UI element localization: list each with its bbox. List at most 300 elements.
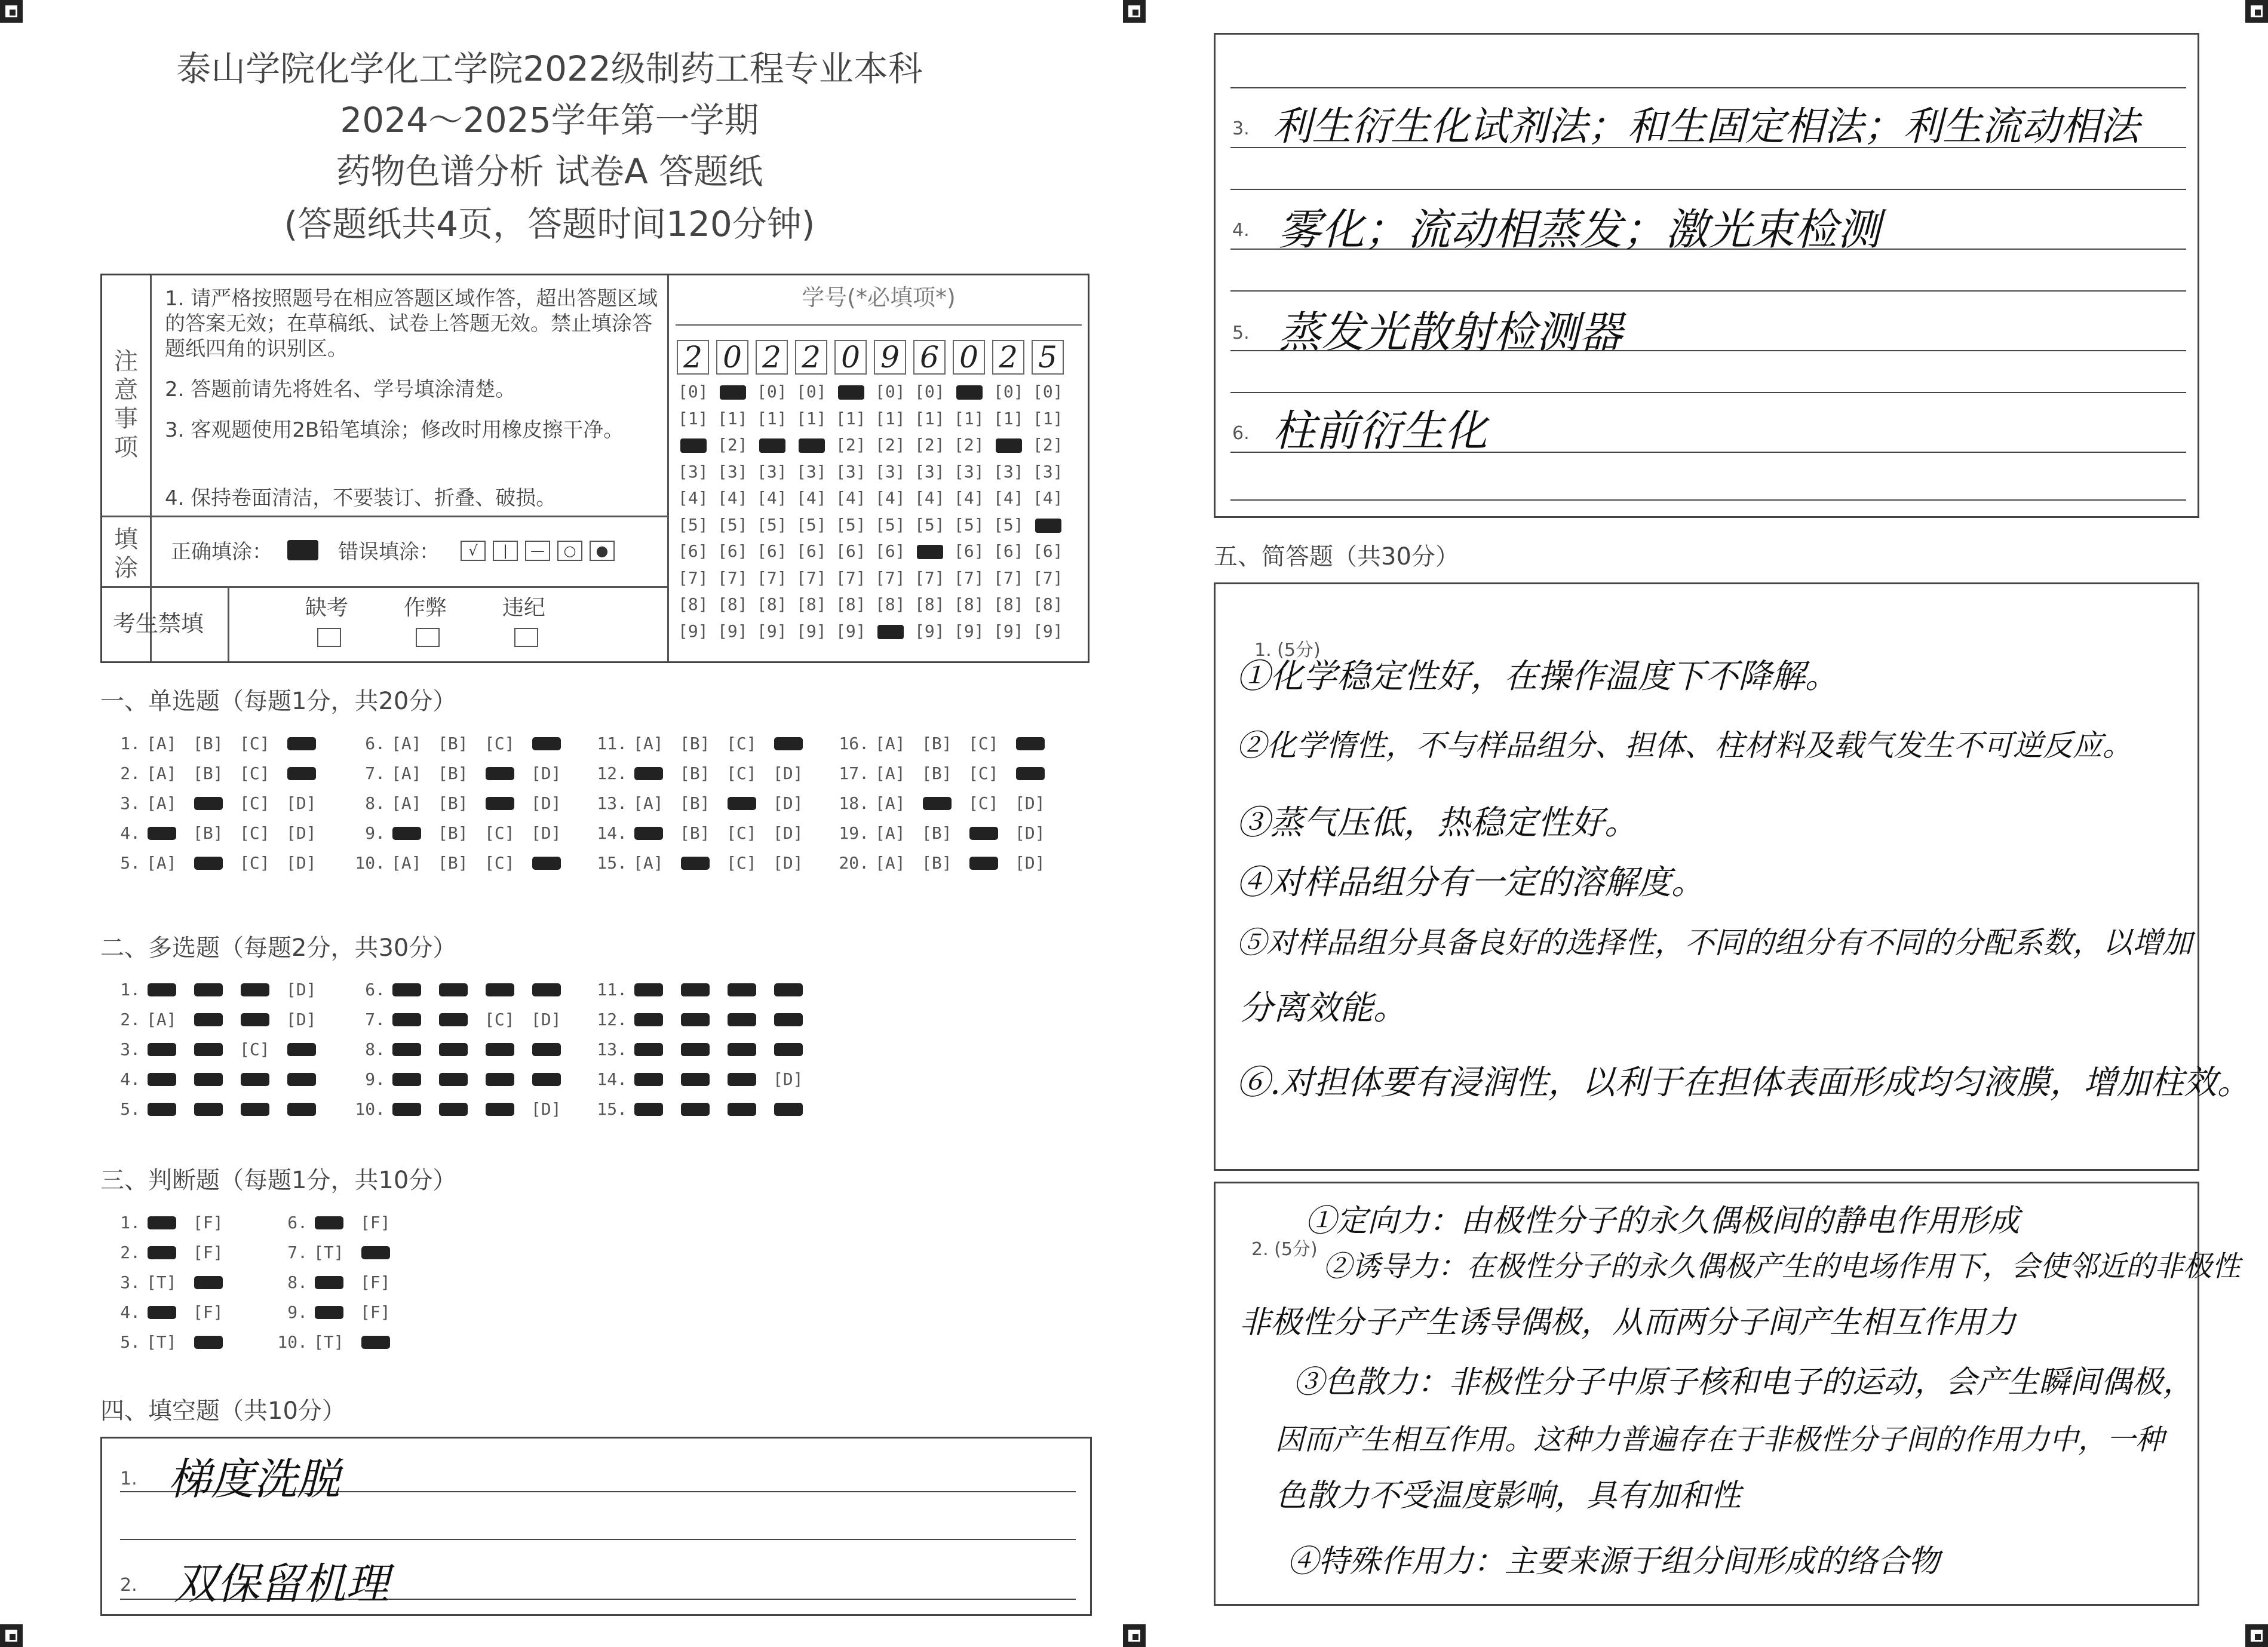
answer-bubble[interactable]: [A] [875, 853, 906, 873]
answer-bubble-filled[interactable] [774, 1103, 803, 1116]
answer-bubble-filled[interactable] [439, 1103, 468, 1116]
answer-bubble[interactable]: [A] [391, 734, 422, 753]
answer-bubble-filled[interactable] [681, 857, 710, 870]
answer-bubble-filled[interactable] [532, 737, 561, 750]
student-id-digit: 0 [841, 340, 860, 375]
answer-bubble[interactable]: [B] [438, 793, 468, 813]
answer-bubble[interactable]: [B] [193, 763, 223, 783]
student-id-bubble[interactable]: [6] [993, 541, 1024, 561]
student-id-bubble[interactable]: [5] [954, 514, 984, 535]
answer-bubble[interactable]: [B] [680, 763, 710, 783]
answer-bubble[interactable]: [D] [531, 1099, 561, 1119]
answer-bubble-filled[interactable] [241, 1103, 269, 1116]
question-number: 4. [120, 1069, 140, 1089]
question-number: 15. [597, 853, 627, 873]
answer-bubble[interactable]: [C] [484, 1010, 515, 1029]
answer-bubble-filled[interactable] [315, 1306, 343, 1319]
student-id-bubble[interactable]: [4] [993, 488, 1024, 508]
student-id-bubble[interactable]: [1] [914, 408, 945, 428]
question-number: 13. [597, 1039, 627, 1059]
student-id-bubble[interactable]: [3] [796, 461, 827, 481]
answer-bubble-filled[interactable] [486, 797, 514, 810]
answer-bubble-filled[interactable] [194, 1276, 223, 1289]
answer-bubble-filled[interactable] [148, 1246, 176, 1259]
student-id-bubble[interactable]: [8] [914, 594, 945, 614]
answer-bubble[interactable]: [B] [922, 823, 952, 843]
answer-bubble[interactable]: [T] [146, 1332, 177, 1352]
answer-bubble[interactable]: [A] [391, 763, 422, 783]
student-id-bubble[interactable]: [3] [954, 461, 984, 481]
answer-bubble-filled[interactable] [315, 1216, 343, 1229]
answer-bubble-filled[interactable] [148, 1103, 176, 1116]
answer-bubble[interactable]: [C] [240, 823, 270, 843]
student-id-bubble[interactable]: [0] [993, 382, 1024, 401]
student-id-bubble[interactable]: [8] [954, 594, 984, 614]
student-id-bubble[interactable]: [1] [717, 408, 748, 428]
student-id-bubble[interactable]: [7] [678, 568, 708, 588]
student-id-bubble[interactable]: [6] [796, 541, 827, 561]
question-number: 10. [355, 853, 385, 873]
student-id-bubble[interactable]: [1] [1033, 408, 1063, 428]
answer-bubble-filled[interactable] [148, 983, 176, 996]
prohibit-checkbox[interactable] [317, 628, 341, 647]
student-id-bubble[interactable]: [8] [875, 594, 906, 614]
student-id-bubble[interactable]: [9] [914, 621, 945, 641]
answer-bubble-filled[interactable] [1016, 737, 1045, 750]
answer-bubble[interactable]: [F] [193, 1243, 223, 1262]
answer-bubble[interactable]: [B] [922, 763, 952, 783]
student-id-bubble[interactable]: [2] [836, 435, 866, 455]
answer-bubble-filled[interactable] [486, 767, 514, 780]
student-id-bubble[interactable]: [8] [717, 594, 748, 614]
answer-bubble[interactable]: [C] [240, 763, 270, 783]
answer-bubble-filled[interactable] [148, 827, 176, 840]
answer-bubble-filled[interactable] [774, 1013, 803, 1026]
question-number: 18. [839, 793, 869, 813]
answer-bubble-filled[interactable] [634, 983, 663, 996]
answer-bubble[interactable]: [A] [875, 763, 906, 783]
answer-bubble-filled[interactable] [148, 1216, 176, 1229]
answer-bubble-filled[interactable] [439, 1073, 468, 1086]
student-id-bubble[interactable]: [3] [717, 461, 748, 481]
student-id-bubble[interactable]: [3] [993, 461, 1024, 481]
student-id-bubble[interactable]: [2] [1033, 435, 1063, 455]
student-id-bubble[interactable]: [6] [1033, 541, 1063, 561]
student-id-bubble[interactable]: [9] [678, 621, 708, 641]
q2-answer-line: ②诱导力：在极性分子的永久偶极产生的电场作用下，会使邻近的非极性 [1323, 1250, 2241, 1283]
student-id-bubble[interactable]: [5] [757, 514, 787, 535]
answer-bubble[interactable]: [D] [773, 853, 803, 873]
question-number: 19. [839, 823, 869, 843]
exam-header-school: 泰山学院化学化工学院2022级制药工程专业本科 [176, 48, 923, 89]
question-number: 10. [355, 1099, 385, 1119]
answer-bubble[interactable]: [D] [531, 823, 561, 843]
answer-bubble-filled[interactable] [634, 1073, 663, 1086]
answer-bubble-filled[interactable] [774, 1043, 803, 1056]
answer-bubble-filled[interactable] [287, 1103, 316, 1116]
answer-bubble-filled[interactable] [194, 1336, 223, 1349]
answer-bubble[interactable]: [B] [193, 734, 223, 753]
answer-bubble[interactable]: [A] [391, 793, 422, 813]
answer-bubble[interactable]: [C] [240, 1039, 270, 1059]
answer-bubble-filled[interactable] [774, 983, 803, 996]
student-id-bubble[interactable]: [3] [757, 461, 787, 481]
answer-bubble-filled[interactable] [728, 983, 756, 996]
student-id-bubble[interactable]: [2] [717, 435, 748, 455]
answer-bubble-filled[interactable] [728, 1103, 756, 1116]
answer-bubble[interactable]: [F] [193, 1302, 223, 1322]
question-number: 1. [120, 734, 140, 753]
student-id-bubble[interactable]: [9] [836, 621, 866, 641]
student-id-bubble[interactable]: [6] [757, 541, 787, 561]
registration-mark-top-center [1123, 0, 1146, 23]
student-id-bubble[interactable]: [6] [836, 541, 866, 561]
answer-bubble-filled[interactable] [287, 1043, 316, 1056]
q1-answer-line: ④对样品组分有一定的溶解度。 [1236, 863, 1705, 902]
answer-bubble[interactable]: [F] [193, 1213, 223, 1232]
answer-bubble-filled[interactable] [634, 1043, 663, 1056]
answer-bubble[interactable]: [D] [773, 823, 803, 843]
student-id-bubble[interactable]: [9] [1033, 621, 1063, 641]
student-id-bubble[interactable]: [5] [796, 514, 827, 535]
answer-bubble[interactable]: [D] [531, 793, 561, 813]
answer-bubble[interactable]: [D] [1015, 793, 1045, 813]
student-id-bubble[interactable]: [3] [914, 461, 945, 481]
student-id-bubble-filled[interactable] [799, 438, 825, 453]
answer-bubble[interactable]: [B] [922, 734, 952, 753]
answer-bubble-filled[interactable] [392, 827, 421, 840]
answer-bubble-filled[interactable] [392, 1043, 421, 1056]
answer-bubble[interactable]: [D] [531, 1010, 561, 1029]
student-id-bubble[interactable]: [1] [796, 408, 827, 428]
student-id-bubble[interactable]: [0] [914, 382, 945, 401]
student-id-bubble[interactable]: [1] [875, 408, 906, 428]
answer-bubble-filled[interactable] [969, 857, 998, 870]
student-id-bubble[interactable]: [9] [993, 621, 1024, 641]
answer-bubble[interactable]: [C] [484, 734, 515, 753]
answer-bubble[interactable]: [A] [391, 853, 422, 873]
answer-bubble[interactable]: [C] [726, 823, 757, 843]
q2-label: 2. (5分) [1251, 1239, 1318, 1260]
answer-bubble[interactable]: [A] [875, 734, 906, 753]
student-id-bubble[interactable]: [4] [717, 488, 748, 508]
student-id-bubble[interactable]: [4] [836, 488, 866, 508]
answer-bubble-filled[interactable] [241, 983, 269, 996]
student-id-bubble[interactable]: [2] [875, 435, 906, 455]
student-id-bubble[interactable]: [1] [993, 408, 1024, 428]
answer-bubble[interactable]: [T] [314, 1332, 344, 1352]
student-id-bubble[interactable]: [7] [914, 568, 945, 588]
student-id-bubble[interactable]: [7] [836, 568, 866, 588]
student-id-bubble[interactable]: [7] [1033, 568, 1063, 588]
answer-bubble-filled[interactable] [439, 983, 468, 996]
student-id-bubble-filled[interactable] [838, 385, 864, 400]
answer-bubble-filled[interactable] [532, 983, 561, 996]
answer-bubble-filled[interactable] [392, 983, 421, 996]
student-id-bubble[interactable]: [4] [875, 488, 906, 508]
answer-bubble[interactable]: [B] [680, 823, 710, 843]
answer-bubble[interactable]: [C] [726, 734, 757, 753]
answer-bubble-filled[interactable] [241, 1013, 269, 1026]
answer-bubble-filled[interactable] [486, 1103, 514, 1116]
student-id-bubble[interactable]: [4] [757, 488, 787, 508]
student-id-bubble-filled[interactable] [996, 438, 1022, 453]
student-id-bubble[interactable]: [2] [914, 435, 945, 455]
answer-bubble[interactable]: [C] [726, 763, 757, 783]
answer-bubble[interactable]: [B] [680, 734, 710, 753]
answer-bubble-filled[interactable] [194, 797, 223, 810]
student-id-bubble[interactable]: [1] [678, 408, 708, 428]
student-id-bubble[interactable]: [8] [796, 594, 827, 614]
student-id-bubble[interactable]: [5] [678, 514, 708, 535]
student-id-bubble[interactable]: [6] [678, 541, 708, 561]
student-id-bubble[interactable]: [9] [717, 621, 748, 641]
student-id-bubble-filled[interactable] [917, 545, 943, 559]
q1-answer-line: ②化学惰性，不与样品组分、担体、柱材料及载气发生不可逆反应。 [1236, 728, 2132, 763]
student-id-bubble[interactable]: [8] [678, 594, 708, 614]
answer-bubble-filled[interactable] [194, 1013, 223, 1026]
answer-bubble[interactable]: [D] [531, 763, 561, 783]
prohibit-label: 考生禁填 [113, 611, 204, 637]
answer-bubble[interactable]: [B] [922, 853, 952, 873]
student-id-bubble[interactable]: [4] [914, 488, 945, 508]
student-id-bubble[interactable]: [3] [875, 461, 906, 481]
answer-bubble-filled[interactable] [392, 1103, 421, 1116]
blank-2-answer: 双保留机理 [174, 1559, 389, 1609]
student-id-bubble[interactable]: [8] [757, 594, 787, 614]
answer-bubble-filled[interactable] [681, 1013, 710, 1026]
blank-5-number: 5. [1232, 323, 1250, 343]
answer-bubble-filled[interactable] [287, 767, 316, 780]
answer-bubble[interactable]: [A] [875, 823, 906, 843]
answer-bubble[interactable]: [C] [484, 853, 515, 873]
answer-bubble[interactable]: [F] [360, 1272, 391, 1292]
student-id-bubble[interactable]: [5] [836, 514, 866, 535]
wrong-fill-sample: | [493, 541, 518, 561]
answer-bubble[interactable]: [D] [1015, 823, 1045, 843]
answer-bubble[interactable]: [A] [146, 734, 177, 753]
answer-bubble[interactable]: [B] [438, 823, 468, 843]
answer-bubble[interactable]: [A] [146, 763, 177, 783]
answer-bubble[interactable]: [C] [968, 793, 999, 813]
answer-bubble[interactable]: [A] [633, 734, 664, 753]
student-id-bubble[interactable]: [4] [796, 488, 827, 508]
answer-bubble-filled[interactable] [486, 983, 514, 996]
answer-bubble[interactable]: [D] [773, 1069, 803, 1089]
fill-blank-box-page2 [1214, 33, 2199, 518]
answer-bubble[interactable]: [C] [240, 734, 270, 753]
student-id-bubble[interactable]: [8] [1033, 594, 1063, 614]
answer-bubble-filled[interactable] [392, 1013, 421, 1026]
student-id-bubble[interactable]: [5] [875, 514, 906, 535]
question-number: 20. [839, 853, 869, 873]
answer-bubble-filled[interactable] [148, 1306, 176, 1319]
answer-bubble-filled[interactable] [148, 1073, 176, 1086]
answer-bubble-filled[interactable] [532, 1043, 561, 1056]
question-number: 4. [120, 1302, 140, 1322]
answer-bubble-filled[interactable] [361, 1336, 390, 1349]
answer-bubble[interactable]: [B] [438, 763, 468, 783]
answer-bubble-filled[interactable] [681, 1103, 710, 1116]
question-number: 14. [597, 1069, 627, 1089]
answer-bubble[interactable]: [A] [146, 793, 177, 813]
student-id-bubble[interactable]: [7] [757, 568, 787, 588]
student-id-bubble[interactable]: [0] [1033, 382, 1063, 401]
student-id-bubble[interactable]: [7] [954, 568, 984, 588]
student-id-bubble[interactable]: [8] [993, 594, 1024, 614]
answer-bubble-filled[interactable] [287, 1073, 316, 1086]
student-id-bubble[interactable]: [4] [1033, 488, 1063, 508]
answer-bubble[interactable]: [D] [286, 980, 317, 999]
answer-bubble[interactable]: [B] [680, 793, 710, 813]
student-id-bubble[interactable]: [7] [717, 568, 748, 588]
answer-bubble-filled[interactable] [194, 857, 223, 870]
answer-bubble-filled[interactable] [728, 1073, 756, 1086]
answer-bubble-filled[interactable] [774, 737, 803, 750]
answer-bubble-filled[interactable] [392, 1073, 421, 1086]
answer-bubble[interactable]: [B] [438, 734, 468, 753]
answer-bubble[interactable]: [C] [968, 763, 999, 783]
student-id-bubble[interactable]: [6] [717, 541, 748, 561]
answer-bubble-filled[interactable] [194, 1043, 223, 1056]
student-id-bubble-filled[interactable] [1035, 519, 1061, 533]
prohibit-item-label: 缺考 [305, 596, 349, 620]
question-number: 9. [287, 1302, 308, 1322]
student-id-bubble[interactable]: [9] [954, 621, 984, 641]
student-id-bubble[interactable]: [3] [678, 461, 708, 481]
student-id-bubble[interactable]: [0] [875, 382, 906, 401]
student-id-bubble[interactable]: [7] [875, 568, 906, 588]
answer-bubble-filled[interactable] [194, 1103, 223, 1116]
answer-bubble[interactable]: [D] [1015, 853, 1045, 873]
answer-bubble[interactable]: [D] [286, 1010, 317, 1029]
correct-fill-label: 正确填涂： [171, 540, 272, 564]
answer-bubble[interactable]: [C] [968, 734, 999, 753]
answer-bubble[interactable]: [T] [314, 1243, 344, 1262]
student-id-bubble-filled[interactable] [877, 625, 904, 639]
answer-bubble-filled[interactable] [194, 983, 223, 996]
answer-bubble-filled[interactable] [361, 1246, 390, 1259]
answer-bubble-filled[interactable] [486, 1043, 514, 1056]
student-id-bubble[interactable]: [9] [757, 621, 787, 641]
student-id-bubble[interactable]: [1] [836, 408, 866, 428]
student-id-bubble[interactable]: [7] [796, 568, 827, 588]
student-id-bubble[interactable]: [5] [914, 514, 945, 535]
answer-bubble-filled[interactable] [439, 1013, 468, 1026]
answer-bubble[interactable]: [D] [286, 853, 317, 873]
answer-bubble-filled[interactable] [194, 1073, 223, 1086]
answer-bubble[interactable]: [D] [286, 793, 317, 813]
answer-bubble-filled[interactable] [681, 1073, 710, 1086]
student-id-bubble[interactable]: [3] [1033, 461, 1063, 481]
student-id-bubble-filled[interactable] [956, 385, 983, 400]
student-id-bubble[interactable]: [2] [954, 435, 984, 455]
answer-bubble-filled[interactable] [315, 1276, 343, 1289]
question-number: 4. [120, 823, 140, 843]
answer-bubble-filled[interactable] [486, 1073, 514, 1086]
student-id-bubble[interactable]: [3] [836, 461, 866, 481]
answer-bubble-filled[interactable] [728, 1013, 756, 1026]
student-id-bubble[interactable]: [0] [757, 382, 787, 401]
notice-item-4: 4. 保持卷面清洁，不要装订、折叠、破损。 [165, 486, 557, 510]
answer-bubble-filled[interactable] [681, 983, 710, 996]
answer-bubble[interactable]: [C] [726, 853, 757, 873]
answer-bubble[interactable]: [A] [146, 853, 177, 873]
answer-bubble[interactable]: [A] [146, 1010, 177, 1029]
student-id-bubble-filled[interactable] [680, 438, 707, 453]
answer-bubble[interactable]: [A] [875, 793, 906, 813]
question-number: 6. [365, 980, 385, 999]
answer-bubble-filled[interactable] [728, 797, 756, 810]
question-number: 16. [839, 734, 869, 753]
answer-bubble[interactable]: [C] [484, 823, 515, 843]
answer-bubble[interactable]: [B] [438, 853, 468, 873]
student-id-bubble[interactable]: [5] [717, 514, 748, 535]
answer-bubble[interactable]: [T] [146, 1272, 177, 1292]
student-id-bubble[interactable]: [6] [954, 541, 984, 561]
blank-3-number: 3. [1232, 118, 1250, 139]
student-id-bubble[interactable]: [7] [993, 568, 1024, 588]
blank-1-number: 1. [120, 1468, 137, 1489]
answer-bubble-filled[interactable] [634, 767, 663, 780]
answer-bubble-filled[interactable] [969, 827, 998, 840]
answer-bubble[interactable]: [D] [286, 823, 317, 843]
student-id-bubble[interactable]: [9] [796, 621, 827, 641]
prohibit-checkbox[interactable] [416, 628, 440, 647]
answer-bubble[interactable]: [D] [773, 793, 803, 813]
answer-bubble-filled[interactable] [634, 1103, 663, 1116]
student-id-bubble[interactable]: [0] [796, 382, 827, 401]
prohibit-checkbox[interactable] [514, 628, 538, 647]
answer-bubble-filled[interactable] [532, 1073, 561, 1086]
answer-bubble-filled[interactable] [439, 1043, 468, 1056]
answer-bubble-filled[interactable] [241, 1073, 269, 1086]
answer-bubble-filled[interactable] [1016, 767, 1045, 780]
student-id-bubble[interactable]: [1] [954, 408, 984, 428]
student-id-bubble[interactable]: [1] [757, 408, 787, 428]
student-id-bubble[interactable]: [0] [678, 382, 708, 401]
answer-bubble-filled[interactable] [634, 1013, 663, 1026]
student-id-bubble-filled[interactable] [720, 385, 746, 400]
answer-bubble[interactable]: [F] [360, 1302, 391, 1322]
registration-mark-bottom-center [1123, 1624, 1146, 1647]
answer-bubble[interactable]: [C] [240, 793, 270, 813]
answer-bubble[interactable]: [A] [633, 793, 664, 813]
answer-bubble-filled[interactable] [287, 737, 316, 750]
exam-header-course: 药物色谱分析 试卷A 答题纸 [336, 151, 763, 192]
answer-bubble[interactable]: [B] [193, 823, 223, 843]
answer-bubble-filled[interactable] [148, 1043, 176, 1056]
answer-bubble[interactable]: [A] [633, 853, 664, 873]
question-number: 13. [597, 793, 627, 813]
student-id-bubble[interactable]: [4] [954, 488, 984, 508]
student-id-bubble[interactable]: [8] [836, 594, 866, 614]
student-id-bubble-filled[interactable] [759, 438, 785, 453]
student-id-bubble[interactable]: [6] [875, 541, 906, 561]
prohibit-item-label: 违纪 [502, 596, 546, 620]
student-id-bubble[interactable]: [5] [993, 514, 1024, 535]
answer-bubble-filled[interactable] [728, 1043, 756, 1056]
student-id-bubble[interactable]: [4] [678, 488, 708, 508]
answer-bubble-filled[interactable] [681, 1043, 710, 1056]
answer-bubble-filled[interactable] [923, 797, 952, 810]
answer-bubble-filled[interactable] [532, 857, 561, 870]
answer-bubble[interactable]: [F] [360, 1213, 391, 1232]
q2-answer-line: ③色散力：非极性分子中原子核和电子的运动，会产生瞬间偶极， [1293, 1364, 2195, 1400]
answer-bubble[interactable]: [D] [773, 763, 803, 783]
answer-bubble-filled[interactable] [634, 827, 663, 840]
answer-bubble[interactable]: [C] [240, 853, 270, 873]
